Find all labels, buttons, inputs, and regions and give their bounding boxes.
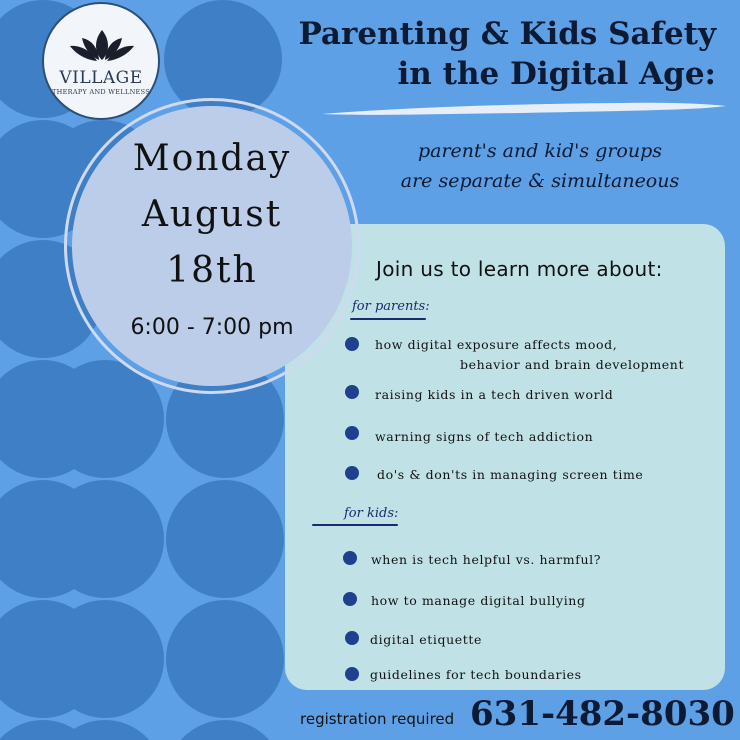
- lotus-icon: [66, 26, 138, 66]
- parents-item-continued: behavior and brain development: [460, 357, 685, 372]
- background-dot: [46, 480, 164, 598]
- parents-label-underline: [350, 318, 426, 320]
- kids-item: digital etiquette: [370, 632, 482, 647]
- headline: [266, 14, 716, 94]
- tagline: [360, 136, 720, 196]
- logo-name: VILLAGE: [59, 68, 143, 88]
- intro-text: Join us to learn more about:: [376, 257, 663, 281]
- event-date: 18th: [166, 250, 258, 291]
- bullet-icon: [345, 667, 359, 681]
- bullet-icon: [345, 631, 359, 645]
- headline-line-1: Parenting & Kids Safety: [298, 16, 716, 52]
- kids-item: how to manage digital bullying: [371, 593, 586, 608]
- kids-section-label: for kids:: [344, 506, 399, 521]
- kids-item: guidelines for tech boundaries: [370, 667, 582, 682]
- tagline-line-1: parent's and kid's groups: [417, 140, 663, 162]
- event-month: August: [141, 194, 283, 235]
- registration-label: registration required: [300, 710, 455, 728]
- bullet-icon: [345, 337, 359, 351]
- logo-subtitle: THERAPY AND WELLNESS: [51, 88, 150, 96]
- background-dot: [166, 480, 284, 598]
- headline-line-2: in the Digital Age:: [397, 56, 716, 92]
- bullet-icon: [345, 426, 359, 440]
- background-dot: [166, 600, 284, 718]
- background-dot: [166, 720, 284, 740]
- parents-item: raising kids in a tech driven world: [375, 387, 614, 402]
- tagline-line-2: are separate & simultaneous: [400, 170, 680, 192]
- parents-section-label: for parents:: [352, 299, 430, 314]
- background-dot: [46, 600, 164, 718]
- parents-item: warning signs of tech addiction: [375, 429, 594, 444]
- event-time: 6:00 - 7:00 pm: [130, 315, 294, 340]
- bullet-icon: [343, 551, 357, 565]
- event-day: Monday: [132, 138, 292, 179]
- bullet-icon: [345, 466, 359, 480]
- parents-item: do's & don'ts in managing screen time: [377, 467, 644, 482]
- phone-number[interactable]: 631-482-8030: [470, 694, 735, 734]
- kids-label-underline: [312, 524, 398, 526]
- brush-stroke-divider: [320, 98, 730, 118]
- kids-item: when is tech helpful vs. harmful?: [371, 552, 602, 567]
- village-logo: [42, 2, 160, 120]
- parents-item: how digital exposure affects mood,: [375, 337, 618, 352]
- bullet-icon: [343, 592, 357, 606]
- bullet-icon: [345, 385, 359, 399]
